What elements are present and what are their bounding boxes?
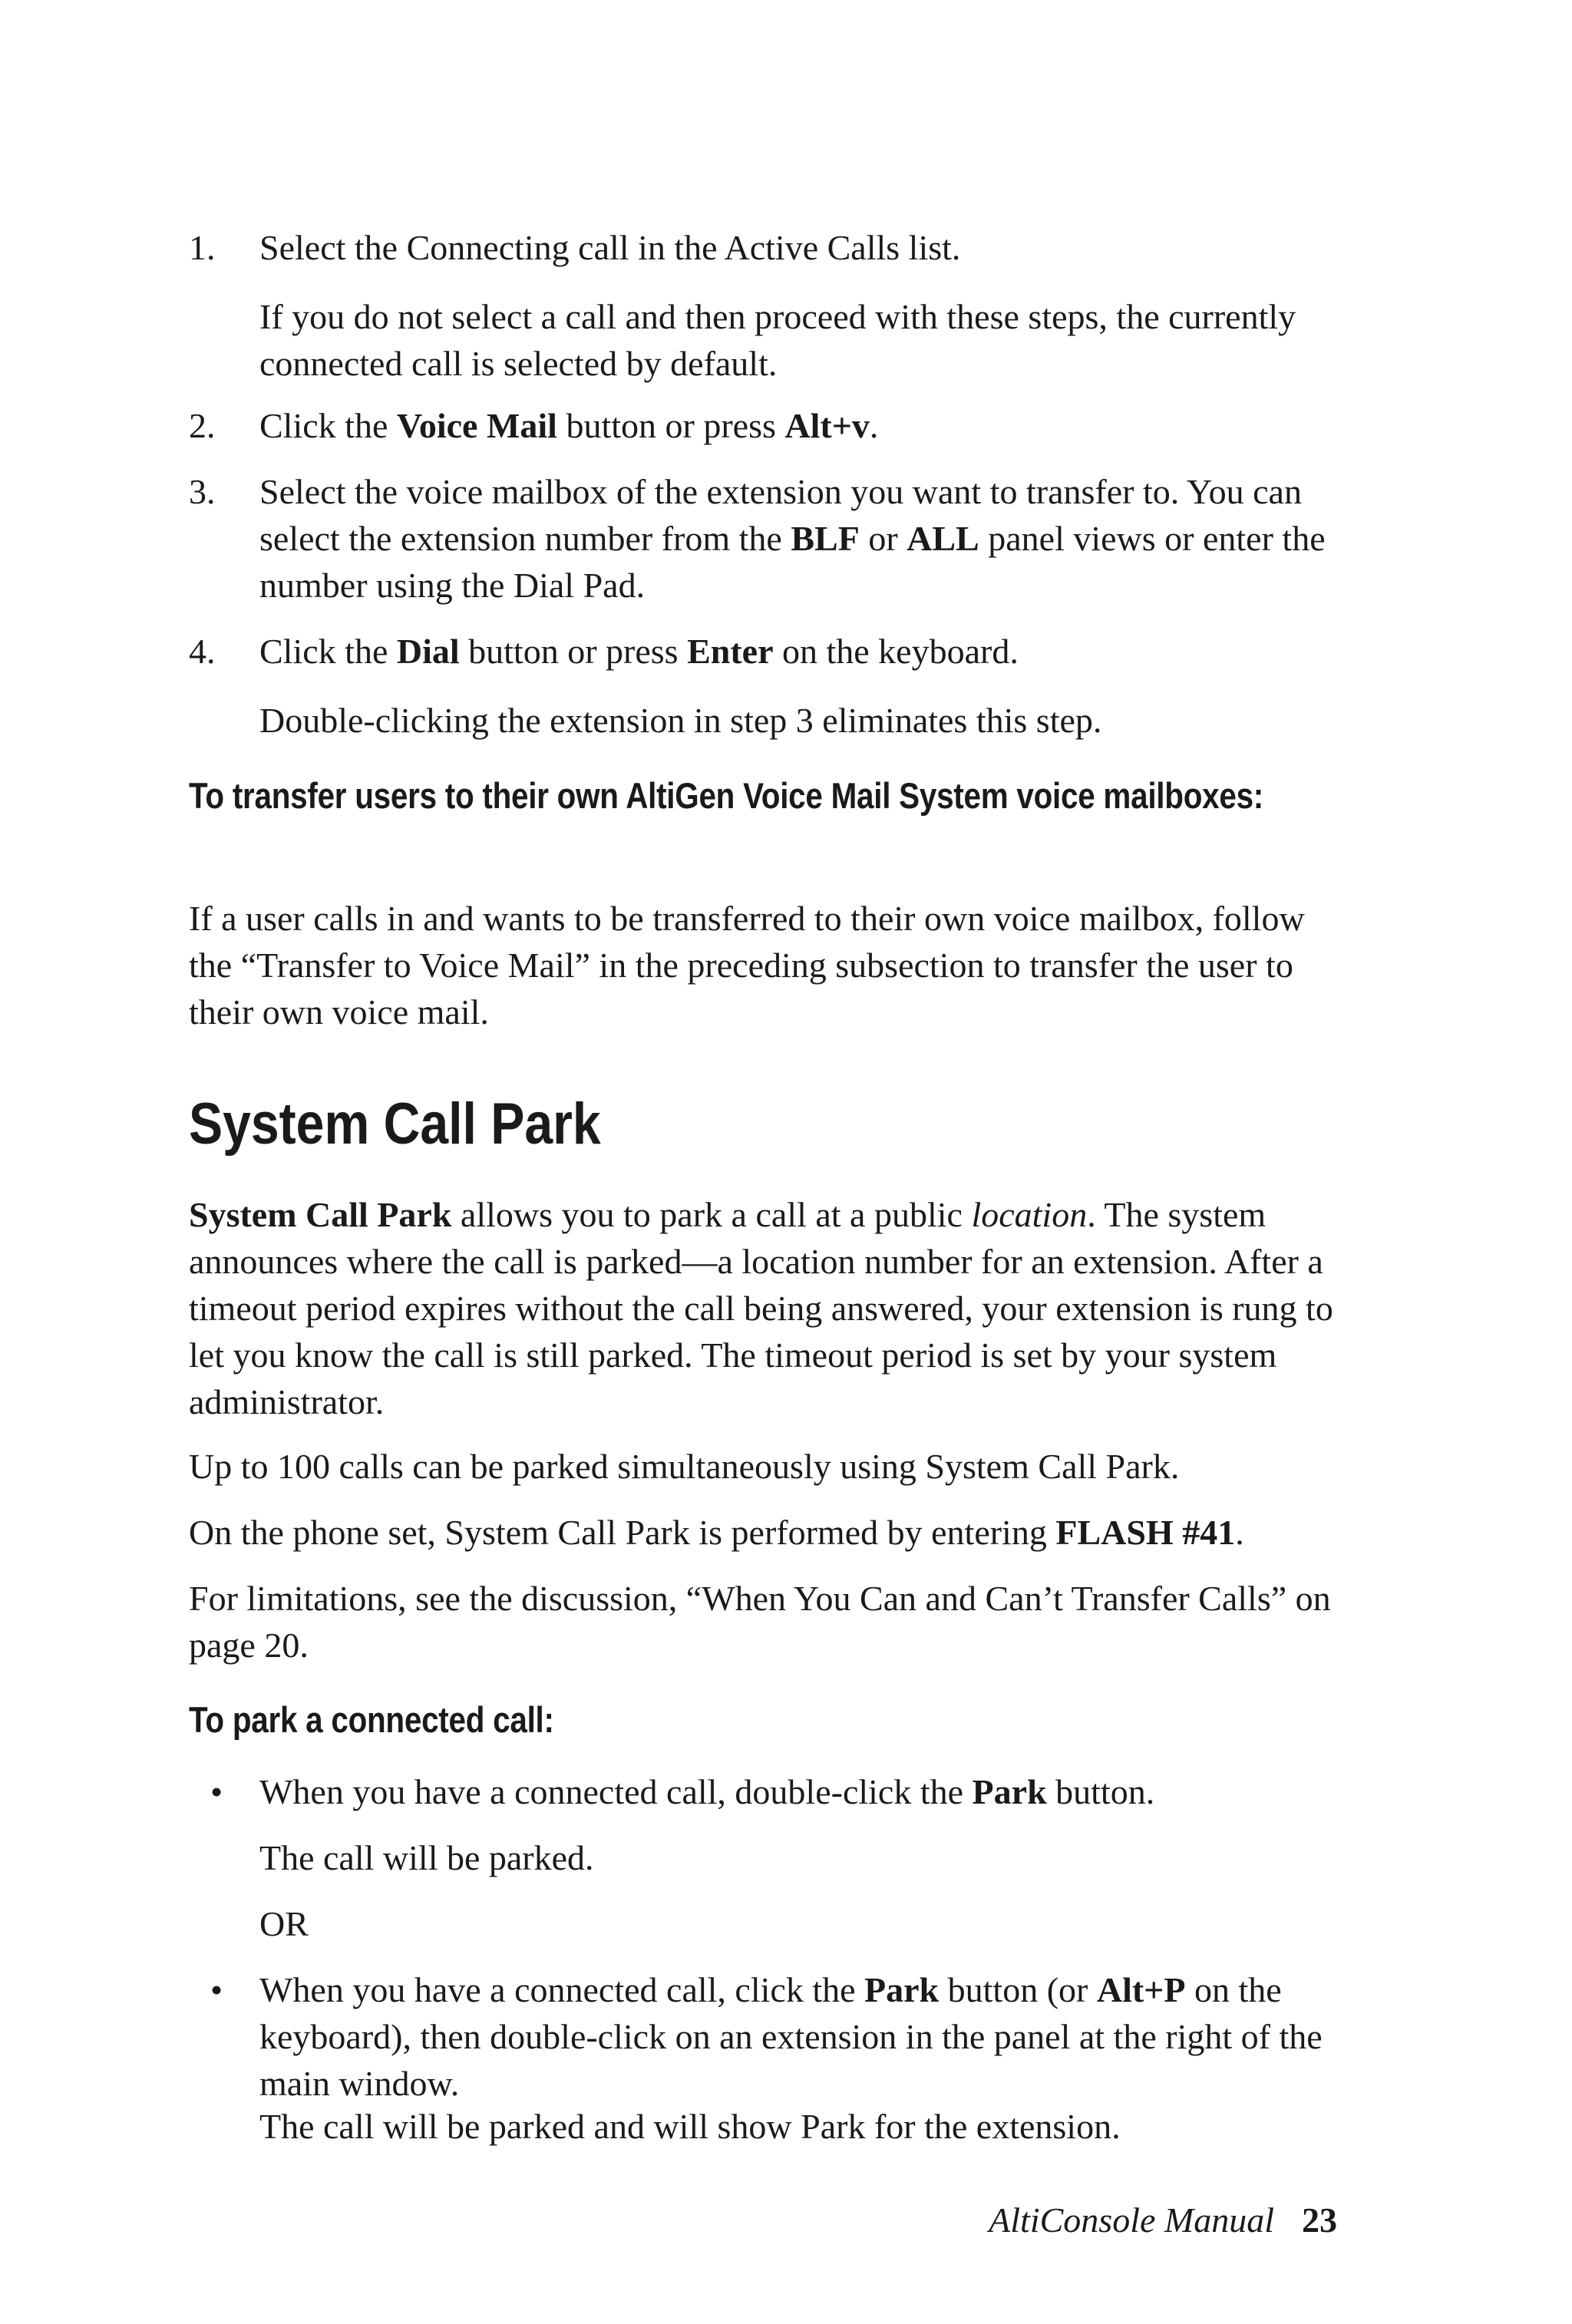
bullet-note: The call will be parked and will show Park for the extension. [259,2107,1121,2146]
step-number: 2. [189,406,216,445]
bullet-note: The call will be parked. [259,1838,594,1877]
bullet-or: OR [259,1904,309,1943]
page-footer [989,2197,1337,2243]
page-number: 23 [1302,2200,1337,2240]
step-note: Double-clicking the extension in step 3 eliminates this step. [259,701,1102,740]
bullet-text: When you have a connected call, double-click the Park button. [259,1772,1155,1811]
paragraph-park-limit: Up to 100 calls can be parked simultaneously using System Call Park. [189,1447,1180,1486]
step-number: 1. [189,228,216,267]
subheading-park-call: To park a connected call: [189,1699,554,1740]
manual-title: AltiConsole Manual [989,2200,1274,2240]
paragraph-transfer-own-mailbox: If a user calls in and wants to be transferred to their own voice mailbox, follow the “Transfer to Voice Mail” in the preceding subsection to transfer the user to their own voice mail. [189,899,1305,1032]
paragraph-phone-set: On the phone set, System Call Park is performed by entering FLASH #41. [189,1513,1244,1552]
step-note: If you do not select a call and then proceed with these steps, the currently connected call is selected by default. [259,297,1296,383]
step-number: 4. [189,632,216,671]
step-number: 3. [189,472,216,511]
paragraph-park-intro: System Call Park allows you to park a call at a public location. The system announces where the call is parked—a location number for an extension. After a timeout period expires without the call being answered, your extension is rung to let you know the call is still parked. The timeout period is set by your system administrator. [189,1195,1333,1421]
subheading-transfer-mailboxes: To transfer users to their own AltiGen Voice Mail System voice mailboxes: [189,775,1263,816]
step-text: Click the Voice Mail button or press Alt+v. [259,406,879,445]
paragraph-limitations: For limitations, see the discussion, “When You Can and Can’t Transfer Calls” on page 20. [189,1579,1331,1665]
step-text: Select the voice mailbox of the extension you want to transfer to. You can select the extension number from the BLF or ALL panel views or enter the number using the Dial Pad. [259,472,1326,605]
step-text: Click the Dial button or press Enter on the keyboard. [259,632,1019,671]
step-text: Select the Connecting call in the Active Calls list. [259,228,961,267]
bullet-marker: • [210,1772,223,1811]
bullet-marker: • [210,1970,223,2009]
bullet-text: When you have a connected call, click the Park button (or Alt+P on the keyboard), then double-click on an extension in the panel at the right of the main window. [259,1970,1323,2103]
section-title: System Call Park [189,1091,601,1157]
